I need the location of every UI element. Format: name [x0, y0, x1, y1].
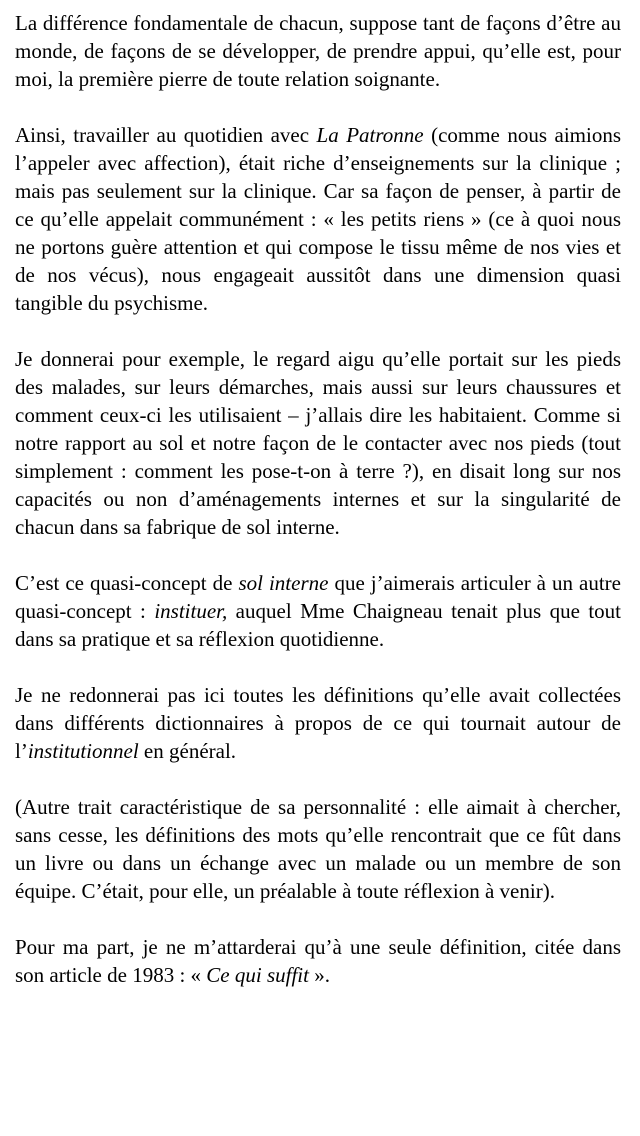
text-run: que j’aimerais articuler à un autre quasi-concept :	[15, 571, 621, 623]
italic-text-run: sol interne	[238, 571, 329, 595]
paragraph	[15, 9, 621, 93]
text-run: C’est ce quasi-concept de	[15, 571, 239, 595]
text-run: Je ne redonnerai pas ici toutes les définitions qu’elle avait collectées dans différents dictionnaires à propos de ce qui tournait autour de l’	[15, 683, 621, 763]
italic-text-run: Ce qui suffit	[206, 963, 309, 987]
italic-text-run: instituer,	[154, 599, 228, 623]
text-run: ».	[308, 963, 330, 987]
text-run: La différence fondamentale de chacun, suppose tant de façons d’être au monde, de façons de se développer, de prendre appui, qu’elle est, pour moi, la première pierre de toute relation soignante.	[15, 11, 621, 91]
paragraph	[15, 569, 621, 653]
paragraph	[15, 793, 621, 905]
italic-text-run: La Patronne	[316, 123, 424, 147]
paragraph	[15, 121, 621, 317]
italic-text-run: institutionnel	[27, 739, 139, 763]
text-run: en général.	[138, 739, 237, 763]
paragraph	[15, 933, 621, 989]
text-run: Pour ma part, je ne m’attarderai qu’à une seule définition, citée dans son article de 1983 : «	[15, 935, 621, 987]
paragraph	[15, 681, 621, 765]
text-run: Ainsi, travailler au quotidien avec	[15, 123, 317, 147]
text-run: auquel Mme Chaigneau tenait plus que tout dans sa pratique et sa réflexion quotidienne.	[15, 599, 622, 651]
text-run: (Autre trait caractéristique de sa personnalité : elle aimait à chercher, sans cesse, les définitions des mots qu’elle rencontrait que ce fût dans un livre ou dans un échange avec un malade ou un membre de son équipe. C’était, pour elle, un préalable à toute réflexion à venir).	[15, 795, 621, 903]
text-run: (comme nous aimions l’appeler avec affection), était riche d’enseignements sur la clinique ; mais pas seulement sur la clinique. Car sa façon de penser, à partir de ce qu’elle appelait communément : « les petits riens » (ce à quoi nous ne portons guère attention et qui compose le tissu même de nos vies et de nos vécus), nous engageait aussitôt dans une dimension quasi tangible du psychisme.	[15, 123, 621, 315]
text-run: Je donnerai pour exemple, le regard aigu qu’elle portait sur les pieds des malades, sur leurs démarches, mais aussi sur leurs chaussures et comment ceux-ci les utilisaient – j’allais dire les habitaient. Comme si notre rapport au sol et notre façon de le contacter avec nos pieds (tout simplement : comment les pose-t-on à terre ?), en disait long sur nos capacités ou non d’aménagements internes et sur la singularité de chacun dans sa fabrique de sol interne.	[15, 347, 621, 539]
paragraph	[15, 345, 621, 541]
